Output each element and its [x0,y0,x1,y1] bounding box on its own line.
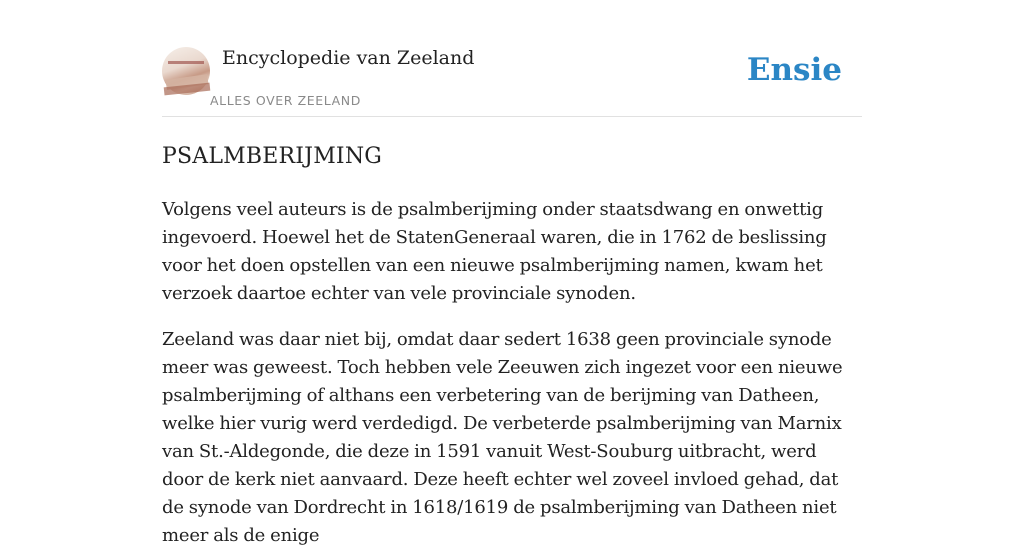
avatar-detail [168,61,204,64]
brand-logo-link[interactable]: Ensie [746,52,842,88]
site-header [162,0,862,117]
article-paragraph: Volgens veel auteurs is de psalmberijming onder staatsdwang en onwettig ingevoerd. Hoewel het de StatenGeneraal waren, die in 1762 de beslissing voor het doen opstellen van een nieuwe psalmberijming namen, kwam het verzoek daartoe echter van vele provinciale synoden. [162,199,827,304]
site-title-link[interactable]: Encyclopedie van Zeeland [222,47,475,69]
encyclopedia-avatar[interactable] [162,47,210,95]
site-subtitle: ALLES OVER ZEELAND [210,93,361,108]
page-title: PSALMBERIJMING [162,144,383,169]
main-content [162,0,862,550]
article-paragraph: Zeeland was daar niet bij, omdat daar sedert 1638 geen provinciale synode meer was geweest. Toch hebben vele Zeeuwen zich ingezet voor een nieuwe psalmberijming of althans een verbetering van de berijming van Datheen, welke hier vurig werd verdedigd. De verbeterde psalmberijming van Marnix van St.-Aldegonde, die deze in 1591 vanuit West-Souburg uitbracht, werd door de kerk niet aanvaard. Deze heeft echter wel zoveel invloed gehad, dat de synode van Dordrecht in 1618/1619 de psalmberijming van Datheen niet meer als de enige [162,329,843,546]
